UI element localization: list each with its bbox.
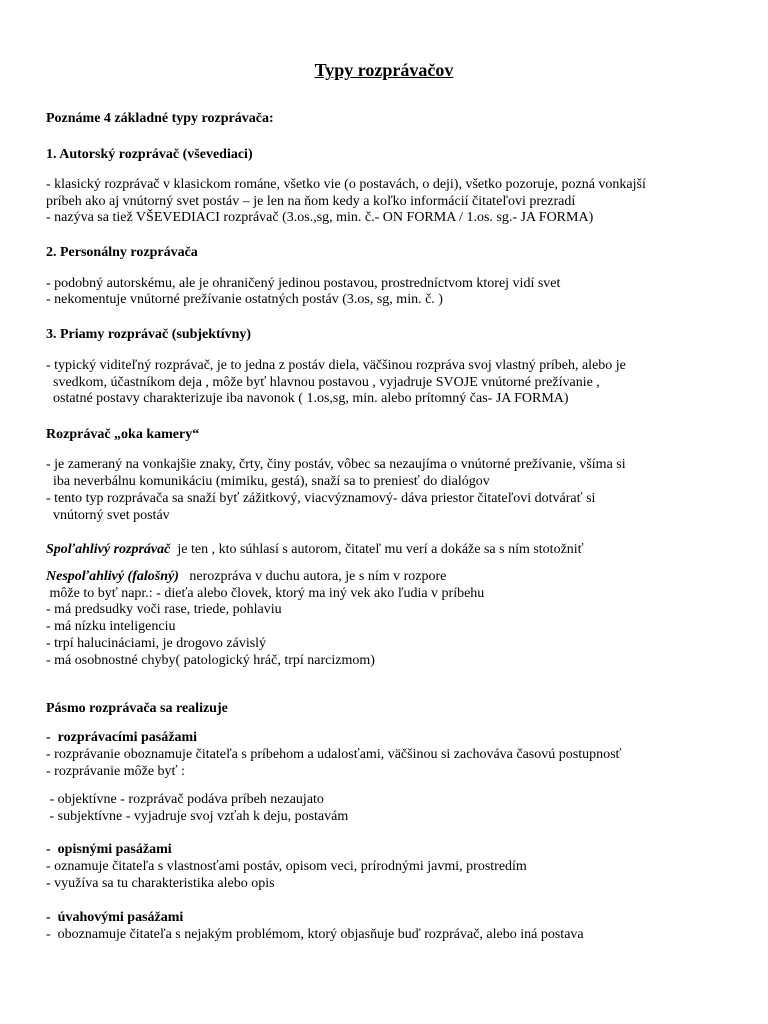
section-3-line-2: svedkom, účastníkom deja , môže byť hlavnou postavou , vyjadruje SVOJE vnútorné prežívanie ,	[46, 375, 600, 390]
section-2-heading: 2. Personálny rozprávača	[46, 245, 198, 260]
section-4-line-1: - je zameraný na vonkajšie znaky, črty, činy postáv, vôbec sa nezaujíma o vnútorné prežívanie, všíma si	[46, 457, 626, 472]
pasmo-descriptive-line-1: - oznamuje čitateľa s vlastnosťami postáv, opisom veci, prírodnými javmi, prostredím	[46, 859, 527, 874]
section-2-line-1: - podobný autorskému, ale je ohraničený jedinou postavou, prostredníctvom ktorej vidí svet	[46, 276, 561, 291]
unreliable-line-4: - trpí halucináciami, je drogovo závislý	[46, 636, 267, 651]
section-3-line-1: - typický viditeľný rozprávač, je to jedna z postáv diela, väčšinou rozpráva svoj vlastný príbeh, alebo je	[46, 358, 626, 373]
unreliable-narrator-text: nerozpráva v duchu autora, je s ním v rozpore	[178, 569, 447, 584]
reliable-narrator-line	[46, 541, 584, 558]
pasmo-narrative-line-1: - rozprávanie oboznamuje čitateľa s príbehom a udalosťami, väčšinou si zachováva časovú postupnosť	[46, 747, 622, 762]
section-1-line-3: - nazýva sa tiež VŠEVEDIACI rozprávač (3.os.,sg, min. č.- ON FORMA / 1.os. sg.- JA FORMA)	[46, 210, 594, 225]
section-1-heading: 1. Autorský rozprávač (vševediaci)	[46, 147, 253, 162]
pasmo-narrative-line-2: - rozprávanie môže byť :	[46, 764, 185, 779]
pasmo-narrative-heading: - rozprávacími pasážami	[46, 730, 197, 745]
pasmo-reflective-line-1: - oboznamuje čitateľa s nejakým problémom, ktorý objasňuje buď rozprávač, alebo iná postava	[46, 927, 584, 942]
section-3-heading: 3. Priamy rozprávač (subjektívny)	[46, 327, 252, 342]
document-title: Typy rozprávačov	[314, 60, 454, 80]
section-4-line-2: iba neverbálnu komunikáciu (mimiku, gestá), snaží sa to preniesť do dialógov	[46, 474, 490, 489]
section-1-line-2: príbeh ako aj vnútorný svet postáv – je len na ňom kedy a koľko informácií čitateľovi prezradí	[46, 194, 576, 209]
pasmo-descriptive-line-2: - využíva sa tu charakteristika alebo opis	[46, 876, 275, 891]
pasmo-heading: Pásmo rozprávača sa realizuje	[46, 701, 228, 716]
pasmo-reflective-heading: - úvahovými pasážami	[46, 910, 184, 925]
intro-line: Poznáme 4 základné typy rozprávača:	[46, 111, 274, 126]
section-1-line-1: - klasický rozprávač v klasickom románe, všetko vie (o postavách, o deji), všetko pozoruje, pozná vonkajší	[46, 177, 646, 192]
pasmo-narrative-line-4: - subjektívne - vyjadruje svoj vzťah k deju, postavám	[46, 809, 349, 824]
section-2-line-2: - nekomentuje vnútorné prežívanie ostatných postáv (3.os, sg, min. č. )	[46, 292, 443, 307]
reliable-narrator-term: Spoľahlivý rozprávač	[46, 542, 171, 557]
section-4-line-4: vnútorný svet postáv	[46, 508, 170, 523]
section-3-line-3: ostatné postavy charakterizuje iba navonok ( 1.os,sg, min. alebo prítomný čas- JA FORMA)	[46, 391, 569, 406]
unreliable-line-1: môže to byť napr.: - dieťa alebo človek, ktorý ma iný vek ako ľudia v príbehu	[46, 586, 485, 601]
section-4-heading: Rozprávač „oka kamery“	[46, 427, 200, 442]
unreliable-line-3: - má nízku inteligenciu	[46, 619, 176, 634]
unreliable-line-2: - má predsudky voči rase, triede, pohlaviu	[46, 602, 282, 617]
unreliable-narrator-line	[46, 568, 446, 585]
unreliable-line-5: - má osobnostné chyby( patologický hráč, trpí narcizmom)	[46, 653, 375, 668]
pasmo-narrative-line-3: - objektívne - rozprávač podáva príbeh nezaujato	[46, 792, 324, 807]
pasmo-descriptive-heading: - opisnými pasážami	[46, 842, 172, 857]
section-4-line-3: - tento typ rozprávača sa snaží byť zážitkový, viacvýznamový- dáva priestor čitateľovi dotvárať si	[46, 491, 596, 506]
reliable-narrator-text: je ten , kto súhlasí s autorom, čitateľ mu verí a dokáže sa s ním stotožniť	[170, 542, 584, 557]
unreliable-narrator-term: Nespoľahlivý (falošný)	[46, 569, 179, 584]
